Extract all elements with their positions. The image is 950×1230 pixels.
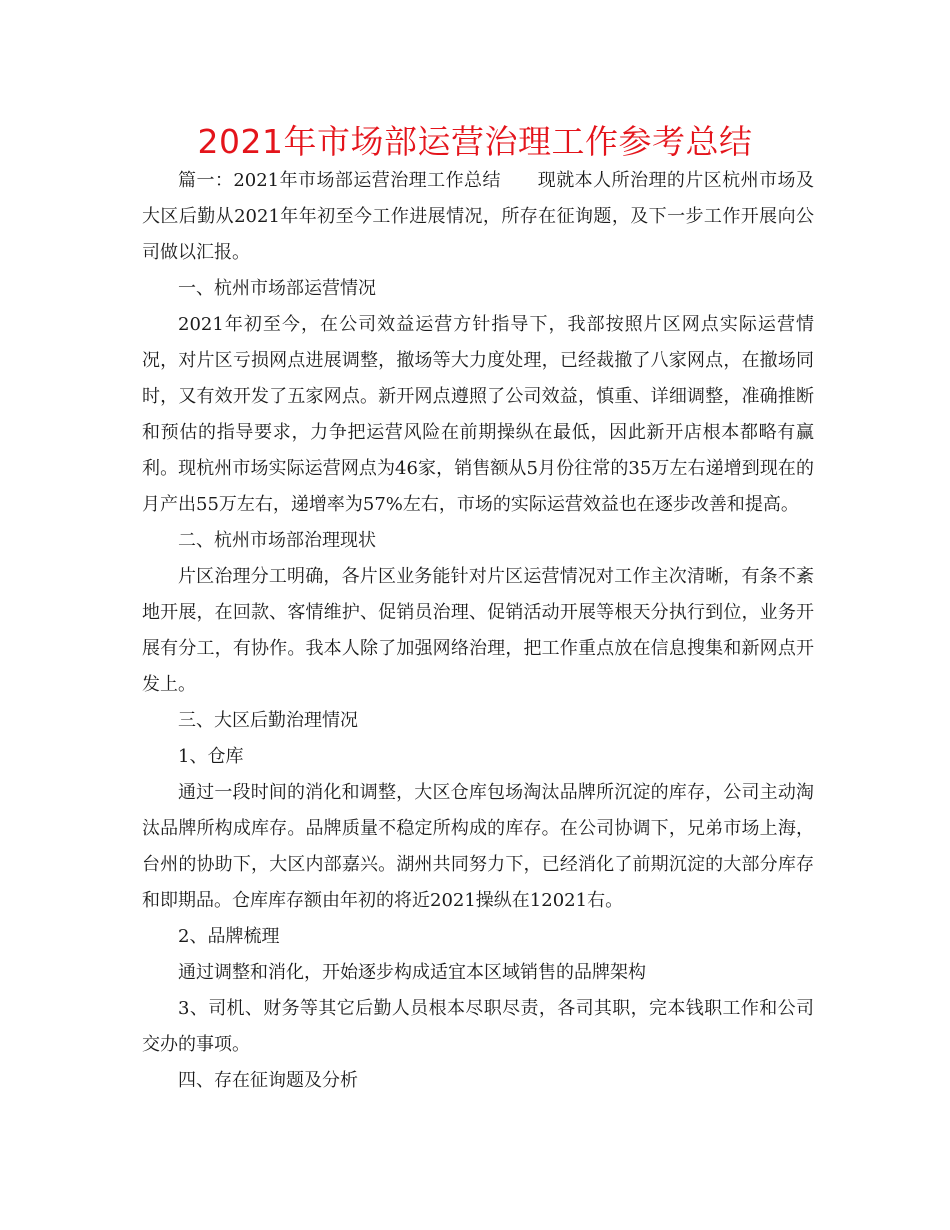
section-heading-2: 二、杭州市场部治理现状	[178, 530, 376, 551]
subsection-heading-brand: 2、品牌梳理	[178, 926, 280, 947]
paragraph-hangzhou-operations: 2021年初至今，在公司效益运营方针指导下，我部按照片区网点实际运营情况，对片区亏损网点进展调整，撤场等大力度处理，已经裁撤了八家网点，在撤场同时，又有效开发了五家网点。新开网点遵照了公司效益，慎重、详细调整，准确推断和预估的指导要求，力争把运营风险在前期操纵在最低，因此新开店根本都略有赢利。现杭州市场实际运营网点为46家，销售额从5月份往常的35万左右递增到现在的月产出55万左右，递增率为57%左右，市场的实际运营效益也在逐步改善和提高。	[142, 314, 814, 515]
section-heading-3: 三、大区后勤治理情况	[178, 710, 358, 731]
paragraph-staff: 3、司机、财务等其它后勤人员根本尽职尽责，各司其职，完本钱职工作和公司交办的事项。	[142, 998, 814, 1055]
subsection-heading-warehouse: 1、仓库	[178, 746, 244, 767]
paragraph-warehouse: 通过一段时间的消化和调整，大区仓库包场淘汰品牌所沉淀的库存，公司主动淘汰品牌所构成库存。品牌质量不稳定所构成的库存。在公司协调下，兄弟市场上海，台州的协助下，大区内部嘉兴。湖州共同努力下，已经消化了前期沉淀的大部分库存和即期品。仓库库存额由年初的将近2021操纵在12021右。	[142, 782, 814, 911]
paragraph-brand: 通过调整和消化，开始逐步构成适宜本区域销售的品牌架构	[178, 962, 646, 983]
document-body	[142, 163, 814, 1099]
document-title: 2021年市场部运营治理工作参考总结	[197, 122, 753, 161]
section-heading-1: 一、杭州市场部运营情况	[178, 278, 376, 299]
intro-paragraph: 篇一：2021年市场部运营治理工作总结 现就本人所治理的片区杭州市场及大区后勤从2021年年初至今工作进展情况，所存在征询题，及下一步工作开展向公司做以汇报。	[142, 170, 814, 263]
paragraph-management-status: 片区治理分工明确，各片区业务能针对片区运营情况对工作主次清晰，有条不紊地开展，在回款、客情维护、促销员治理、促销活动开展等根天分执行到位，业务开展有分工，有协作。我本人除了加强网络治理，把工作重点放在信息搜集和新网点开发上。	[142, 566, 814, 695]
section-heading-4: 四、存在征询题及分析	[178, 1070, 358, 1091]
